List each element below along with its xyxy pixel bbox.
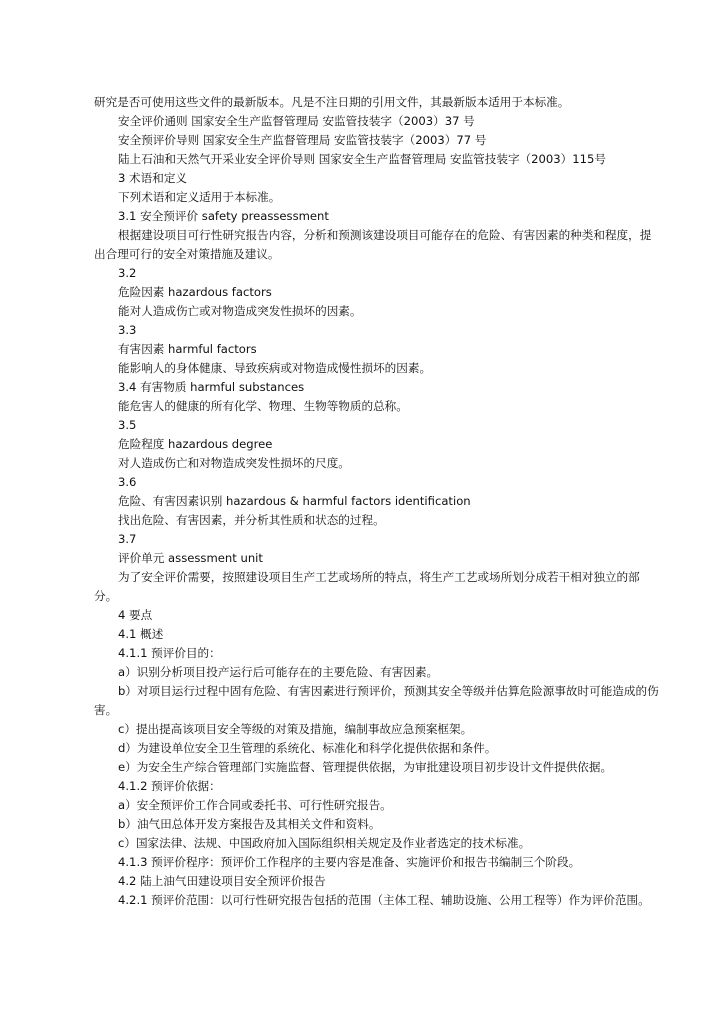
subsection-heading: 4.2 陆上油气田建设项目安全预评价报告 [118, 874, 326, 888]
term-heading: 3.1 安全预评价 safety preassessment [118, 209, 329, 223]
term-number: 3.3 [118, 323, 137, 337]
subsection-heading: 4.1.2 预评价依据： [118, 779, 221, 793]
list-item: d）为建设单位安全卫生管理的系统化、标准化和科学化提供依据和条件。 [118, 741, 497, 755]
list-item: b）对项目运行过程中固有危险、有害因素进行预评价，预测其安全等级并估算危险源事故时可能造成的伤害。 [94, 684, 659, 717]
text-line: 4.2.1 预评价范围：以可行性研究报告包括的范围（主体工程、辅助设施、公用工程等）作为评价范围。 [118, 893, 650, 907]
section-heading: 3 术语和定义 [118, 171, 188, 185]
text-line: 4.1.3 预评价程序：预评价工作程序的主要内容是准备、实施评价和报告书编制三个阶段。 [118, 855, 581, 869]
text-line: 对人造成伤亡和对物造成突发性损坏的尺度。 [118, 456, 350, 470]
text-line: 陆上石油和天然气开采业安全评价导则 国家安全生产监督管理局 安监管技装字（2003）115号 [118, 152, 606, 166]
term-number: 3.6 [118, 475, 137, 489]
text-line: 能影响人的身体健康、导致疾病或对物造成慢性损坏的因素。 [118, 361, 432, 375]
text-line: 能危害人的健康的所有化学、物理、生物等物质的总称。 [118, 399, 408, 413]
term-heading: 危险程度 hazardous degree [118, 437, 273, 451]
term-heading: 有害因素 harmful factors [118, 342, 257, 356]
list-item: e）为安全生产综合管理部门实施监督、管理提供依据，为审批建设项目初步设计文件提供依据。 [118, 760, 613, 774]
term-heading: 危险、有害因素识别 hazardous & harmful factors identification [118, 494, 471, 508]
text-line: 下列术语和定义适用于本标准。 [118, 190, 281, 204]
list-item: c）国家法律、法规、中国政府加入国际组织相关规定及作业者选定的技术标准。 [118, 836, 531, 850]
term-heading: 危险因素 hazardous factors [118, 285, 272, 299]
list-item: a）识别分析项目投产运行后可能存在的主要危险、有害因素。 [118, 665, 439, 679]
document-body [94, 93, 660, 910]
text-line: 根据建设项目可行性研究报告内容，分析和预测该建设项目可能存在的危险、有害因素的种类和程度，提出合理可行的安全对策措施及建议。 [94, 228, 652, 261]
text-line: 找出危险、有害因素，并分析其性质和状态的过程。 [118, 513, 385, 527]
list-item: a）安全预评价工作合同或委托书、可行性研究报告。 [118, 798, 392, 812]
text-line: 研究是否可使用这些文件的最新版本。凡是不注日期的引用文件，其最新版本适用于本标准。 [94, 95, 570, 109]
text-line: 安全预评价导则 国家安全生产监督管理局 安监管技装字（2003）77 号 [118, 133, 487, 147]
term-number: 3.7 [118, 532, 137, 546]
list-item: b）油气田总体开发方案报告及其相关文件和资料。 [118, 817, 381, 831]
term-number: 3.5 [118, 418, 137, 432]
section-heading: 4 要点 [118, 608, 153, 622]
list-item: c）提出提高该项目安全等级的对策及措施，编制事故应急预案框架。 [118, 722, 473, 736]
term-heading: 3.4 有害物质 harmful substances [118, 380, 305, 394]
term-number: 3.2 [118, 266, 137, 280]
text-line: 能对人造成伤亡或对物造成突发性损坏的因素。 [118, 304, 362, 318]
term-heading: 评价单元 assessment unit [118, 551, 263, 565]
subsection-heading: 4.1 概述 [118, 627, 164, 641]
text-line: 安全评价通则 国家安全生产监督管理局 安监管技装字（2003）37 号 [118, 114, 475, 128]
subsection-heading: 4.1.1 预评价目的： [118, 646, 221, 660]
text-line: 为了安全评价需要，按照建设项目生产工艺或场所的特点，将生产工艺或场所划分成若干相对独立的部分。 [94, 570, 640, 603]
